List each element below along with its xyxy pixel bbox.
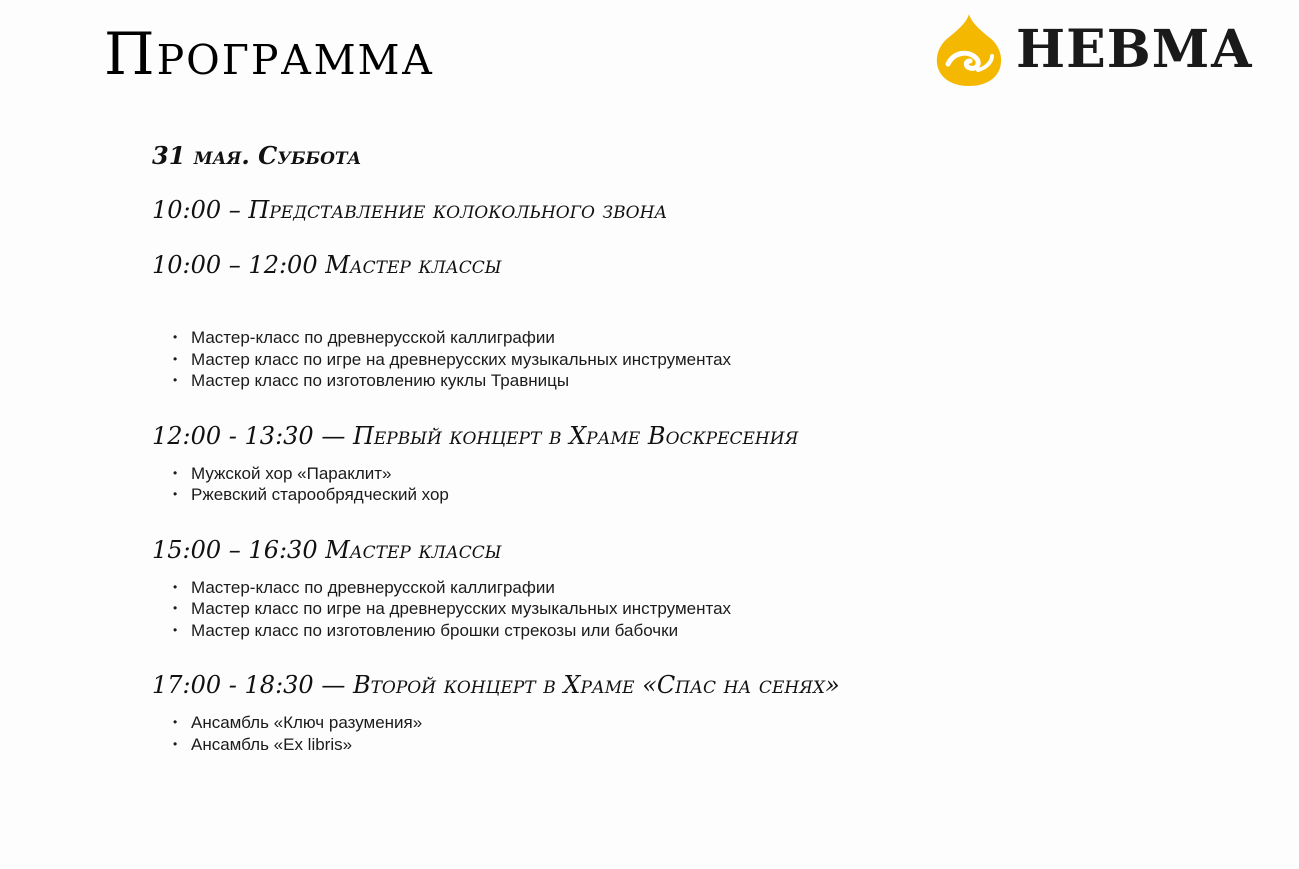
- list-item: • Мастер класс по изготовлению брошки стрекозы или бабочки: [173, 620, 1152, 642]
- list-item: • Мастер класс по игре на древнерусских музыкальных инструментах: [173, 598, 1152, 620]
- event-title: 12:00 - 13:30 — Первый концерт в Храме Воскресения: [152, 421, 799, 450]
- list-item: • Мастер-класс по древнерусской каллиграфии: [173, 577, 1152, 599]
- event-title: 10:00 – 12:00 Мастер классы: [152, 251, 502, 279]
- list-item: • Мужской хор «Параклит»: [173, 463, 1152, 485]
- list-item: • Ансамбль «Ex libris»: [173, 734, 1152, 756]
- event-section: [152, 532, 1152, 642]
- golden-dome-icon: [934, 12, 1004, 88]
- logo-text: НЕВМА: [1016, 19, 1254, 80]
- event-item-list: [152, 463, 1152, 506]
- day-heading: 31 мая. Суббота: [152, 141, 362, 170]
- page-title: Программа: [104, 20, 435, 88]
- list-item: • Мастер-класс по древнерусской каллиграфии: [173, 327, 1152, 349]
- event-title: 15:00 – 16:30 Мастер классы: [152, 535, 502, 564]
- event-item-list: [152, 577, 1152, 642]
- event-section: [152, 418, 1152, 506]
- event-item-list: [152, 712, 1152, 755]
- list-item: • Мастер класс по изготовлению куклы Травницы: [173, 370, 1152, 392]
- list-item: • Ржевский старообрядческий хор: [173, 484, 1152, 506]
- logo: [934, 12, 1254, 88]
- event-section: [152, 667, 1152, 755]
- event-item-list: [152, 327, 1152, 392]
- event-title: 10:00 – Представление колокольного звона: [152, 196, 668, 224]
- event-section: [152, 247, 1152, 392]
- event-section: [152, 192, 1152, 228]
- list-item: • Мастер класс по игре на древнерусских музыкальных инструментах: [173, 349, 1152, 371]
- program-content: [152, 138, 1152, 755]
- event-title: 17:00 - 18:30 — Второй концерт в Храме «Спас на сенях»: [152, 671, 840, 699]
- list-item: • Ансамбль «Ключ разумения»: [173, 712, 1152, 734]
